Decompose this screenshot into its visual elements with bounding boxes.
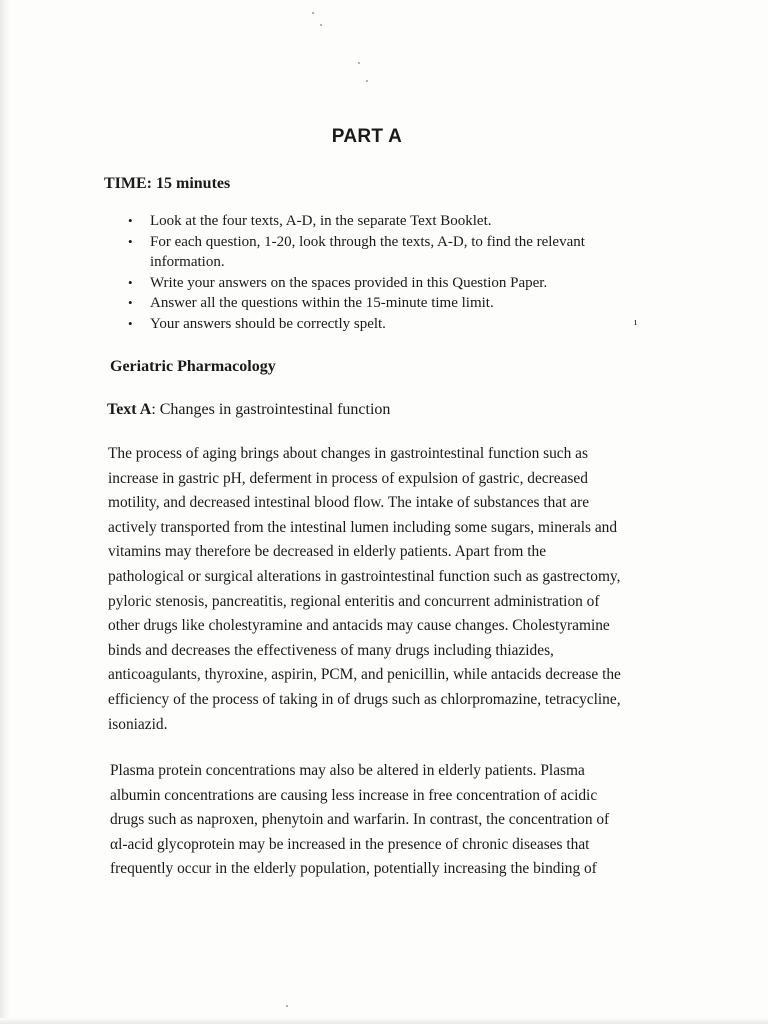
bullet-icon: •	[128, 315, 133, 331]
paragraph-line: vitamins may therefore be decreased in elderly patients. Apart from the	[108, 543, 547, 561]
instruction-continuation	[128, 252, 688, 273]
paragraph-line: The process of aging brings about changes in gastrointestinal function such as	[108, 445, 588, 462]
paragraph-line: increase in gastric pH, deferment in process of expulsion of gastric, decreased	[108, 469, 588, 487]
text-label: Text A	[107, 401, 152, 418]
bullet-icon: •	[128, 274, 133, 290]
scan-speck	[312, 12, 314, 14]
scan-mark: ı	[634, 316, 638, 328]
paragraph-line: other drugs like cholestyramine and antacids may cause changes. Cholestyramine	[108, 617, 610, 635]
page-title: PART A	[331, 126, 403, 147]
instruction-item	[128, 232, 688, 253]
time-limit: TIME: 15 minutes	[104, 175, 231, 192]
instruction-text: Write your answers on the spaces provided in this Question Paper.	[150, 274, 548, 291]
paragraph-line: frequently occur in the elderly population, potentially increasing the binding of	[110, 860, 597, 878]
instruction-item	[128, 273, 688, 294]
paragraph-line: pathological or surgical alterations in gastrointestinal function such as gastrectomy,	[108, 567, 621, 585]
scan-speck	[320, 24, 322, 26]
paragraph-line: isoniazid.	[108, 715, 168, 733]
paragraph-line: anticoagulants, thyroxine, aspirin, PCM, and penicillin, while antacids decrease the	[108, 666, 621, 684]
instruction-text: Your answers should be correctly spelt.	[150, 315, 386, 332]
paragraph	[110, 759, 698, 882]
paragraph-line: motility, and decreased intestinal blood flow. The intake of substances that are	[108, 494, 590, 512]
bullet-icon: •	[128, 213, 133, 228]
instruction-text: information.	[150, 254, 225, 270]
section-title: Geriatric Pharmacology	[110, 358, 276, 375]
paragraph-line: actively transported from the intestinal lumen including some sugars, minerals and	[108, 518, 618, 536]
instruction-text: Look at the four texts, A-D, in the separate Text Booklet.	[150, 213, 492, 229]
bullet-icon: •	[128, 295, 133, 310]
paragraph-line: Plasma protein concentrations may also be altered in elderly patients. Plasma	[110, 762, 585, 779]
instruction-item	[128, 211, 688, 232]
bullet-icon: •	[128, 233, 133, 249]
paragraph-line: efficiency of the process of taking in of drugs such as chlorpromazine, tetracycline,	[108, 690, 621, 708]
instruction-list	[128, 211, 688, 334]
scan-edge-bottom	[0, 1018, 768, 1024]
instruction-text: Answer all the questions within the 15-minute time limit.	[150, 295, 494, 311]
paragraph-line: pyloric stenosis, pancreatitis, regional enteritis and concurrent administration of	[108, 592, 600, 610]
paragraph-line: αl-acid glycoprotein may be increased in the presence of chronic diseases that	[110, 835, 590, 853]
scan-speck	[358, 62, 360, 64]
paragraph-line: binds and decreases the effectiveness of many drugs including thiazides,	[108, 641, 554, 659]
text-heading	[107, 401, 390, 419]
instruction-text: For each question, 1-20, look through the texts, A-D, to find the relevant	[150, 233, 585, 250]
instruction-item	[128, 293, 688, 314]
instruction-item	[128, 314, 688, 335]
scan-speck	[286, 1005, 288, 1007]
paragraph-line: drugs such as naproxen, phenytoin and warfarin. In contrast, the concentration of	[110, 811, 610, 829]
text-title: : Changes in gastrointestinal function	[151, 401, 391, 418]
scan-edge-left	[0, 0, 10, 1024]
paragraph-line: albumin concentrations are causing less increase in free concentration of acidic	[110, 786, 598, 804]
scan-speck	[366, 80, 368, 82]
paragraph	[108, 442, 696, 737]
